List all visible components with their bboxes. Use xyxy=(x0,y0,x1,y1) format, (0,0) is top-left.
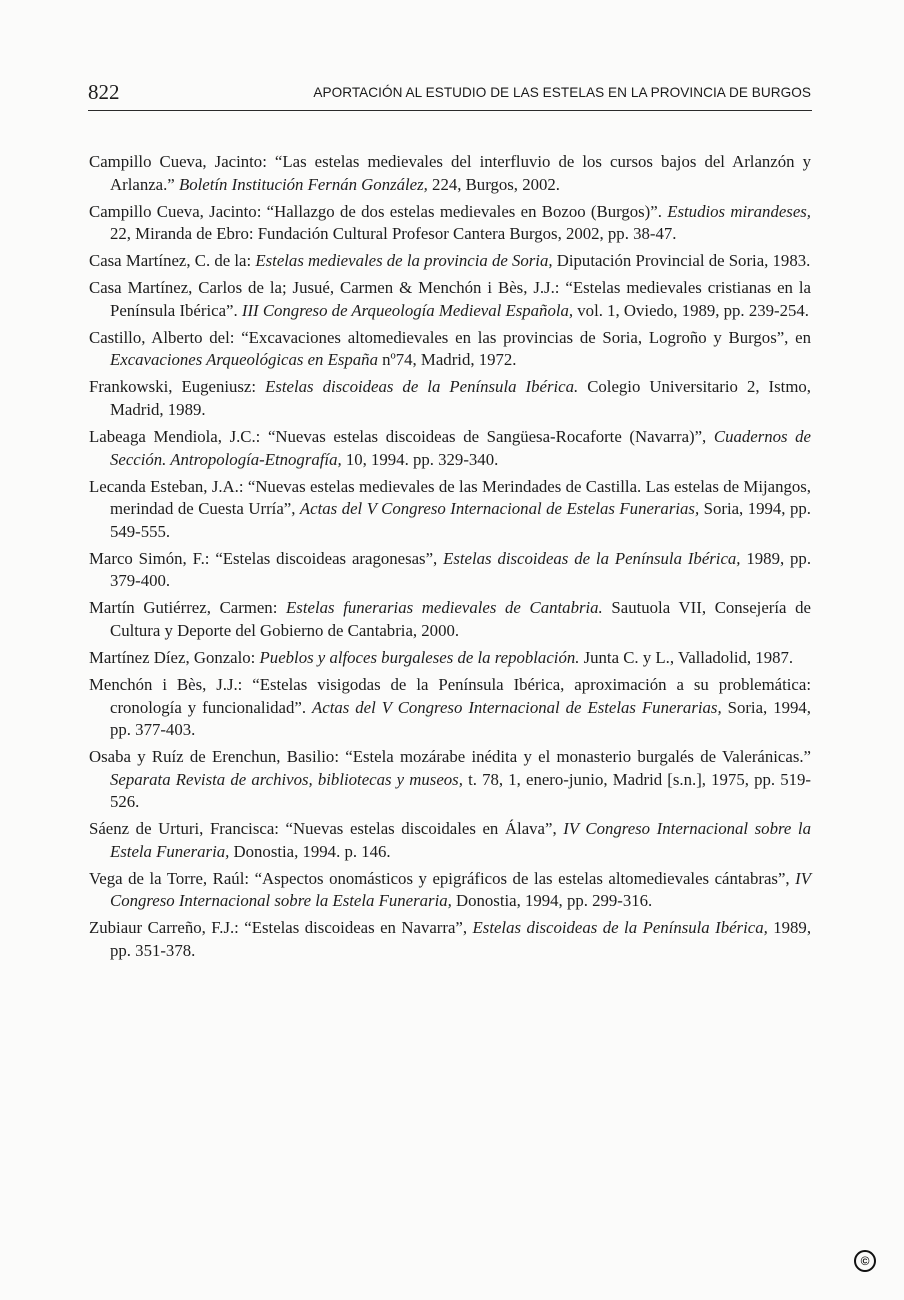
reference-entry xyxy=(89,597,811,642)
reference-text: Soria, 1994, pp. 549-555. xyxy=(110,499,811,541)
reference-entry xyxy=(89,426,811,471)
reference-text: Soria, 1994, pp. 377-403. xyxy=(110,697,811,740)
reference-entry xyxy=(89,277,811,322)
reference-text: Martín Gutiérrez, Carmen: xyxy=(89,598,287,618)
reference-title: Separata Revista de archivos, bibliotecas y museos, xyxy=(110,769,463,789)
reference-text: vol. 1, Oviedo, 1989, pp. 239-254. xyxy=(573,300,809,320)
reference-text: Diputación Provincial de Soria, 1983. xyxy=(552,251,811,271)
reference-text: Colegio Universitario 2, Istmo, Madrid, 1989. xyxy=(110,377,811,419)
reference-text: Junta C. y L., Valladolid, 1987. xyxy=(579,647,794,667)
reference-text: Castillo, Alberto del: “Excavaciones altomedievales en las provincias de Soria, Logroño y Burgos”, en xyxy=(89,327,811,347)
reference-title: III Congreso de Arqueología Medieval Española, xyxy=(241,300,574,320)
reference-title: Estudios mirandeses, xyxy=(667,201,811,221)
reference-entry xyxy=(89,201,811,246)
reference-text: Menchón i Bès, J.J.: “Estelas visigodas de la Península Ibérica, aproximación a su problemática: cronología y funcionalidad”. xyxy=(89,675,811,717)
reference-text: nº74, Madrid, 1972. xyxy=(377,350,517,370)
reference-title: Estelas discoideas de la Península Ibérica, xyxy=(472,918,768,938)
reference-title: Estelas discoideas de la Península Ibérica. xyxy=(265,377,579,397)
reference-text: Martínez Díez, Gonzalo: xyxy=(89,647,260,667)
reference-title: IV Congreso Internacional sobre la Estela Funeraria, xyxy=(110,868,811,911)
reference-text: Vega de la Torre, Raúl: “Aspectos onomásticos y epigráficos de las estelas altomedievales cántabras”, xyxy=(89,868,796,888)
reference-text: Sáenz de Urturi, Francisca: “Nuevas estelas discoidales en Álava”, xyxy=(89,819,564,839)
reference-text: Campillo Cueva, Jacinto: “Las estelas medievales del interfluvio de los cursos bajos del Arlanzón y Arlanza.” xyxy=(89,152,811,194)
reference-entry xyxy=(89,647,811,670)
reference-title: Pueblos y alfoces burgaleses de la repoblación. xyxy=(259,647,580,667)
reference-entry xyxy=(89,250,811,273)
reference-title: Boletín Institución Fernán González, xyxy=(178,174,428,194)
running-title: APORTACIÓN AL ESTUDIO DE LAS ESTELAS EN LA PROVINCIA DE BURGOS xyxy=(313,85,811,100)
reference-text: Frankowski, Eugeniusz: xyxy=(89,377,266,397)
reference-text: Sautuola VII, Consejería de Cultura y Deporte del Gobierno de Cantabria, 2000. xyxy=(110,598,811,640)
reference-title: Cuadernos de Sección. Antropología-Etnografía, xyxy=(110,427,811,469)
reference-text: Casa Martínez, C. de la: xyxy=(89,251,256,271)
reference-text: Marco Simón, F.: “Estelas discoideas aragonesas”, xyxy=(89,548,444,568)
reference-entry xyxy=(89,917,811,962)
reference-text: 1989, pp. 351-378. xyxy=(110,918,812,960)
reference-text: Labeaga Mendiola, J.C.: “Nuevas estelas discoideas de Sangüesa-Rocaforte (Navarra)”, xyxy=(89,427,714,447)
reference-text: 224, Burgos, 2002. xyxy=(427,174,560,194)
reference-title: Actas del V Congreso Internacional de Estelas Funerarias, xyxy=(312,697,722,717)
reference-text: Campillo Cueva, Jacinto: “Hallazgo de dos estelas medievales en Bozoo (Burgos)”. xyxy=(89,201,668,221)
reference-entry xyxy=(89,868,811,913)
copyright-icon: © xyxy=(854,1250,876,1272)
reference-text: 10, 1994. pp. 329-340. xyxy=(341,449,499,469)
reference-title: Estelas funerarias medievales de Cantabria. xyxy=(286,598,603,618)
reference-title: Excavaciones Arqueológicas en España xyxy=(110,350,378,370)
reference-title: Actas del V Congreso Internacional de Estelas Funerarias, xyxy=(299,499,700,519)
reference-text: 1989, pp. 379-400. xyxy=(110,548,812,591)
reference-text: Osaba y Ruíz de Erenchun, Basilio: “Estela mozárabe inédita y el monasterio burgalés de Valeránicas.” xyxy=(89,747,811,767)
reference-title: Estelas medievales de la provincia de Soria, xyxy=(255,251,553,271)
page-header xyxy=(88,78,812,111)
reference-title: Estelas discoideas de la Península Ibérica, xyxy=(443,548,741,568)
reference-text: Zubiaur Carreño, F.J.: “Estelas discoideas en Navarra”, xyxy=(89,918,473,938)
reference-text: Donostia, 1994. p. 146. xyxy=(229,841,391,861)
reference-text: 22, Miranda de Ebro: Fundación Cultural Profesor Cantera Burgos, 2002, pp. 38-47. xyxy=(110,224,677,244)
reference-text: Donostia, 1994, pp. 299-316. xyxy=(451,891,653,911)
bibliography-list xyxy=(89,151,811,967)
reference-entry xyxy=(89,151,811,196)
reference-text: t. 78, 1, enero-junio, Madrid [s.n.], 1975, pp. 519-526. xyxy=(110,769,811,812)
reference-entry xyxy=(89,476,811,544)
reference-entry xyxy=(89,327,811,372)
reference-entry xyxy=(89,376,811,421)
reference-entry xyxy=(89,674,811,742)
reference-entry xyxy=(89,818,811,863)
reference-entry xyxy=(89,548,811,593)
reference-text: Lecanda Esteban, J.A.: “Nuevas estelas medievales de las Merindades de Castilla. Las estelas de Mijangos, merindad de Cuesta Urría”, xyxy=(89,476,811,519)
reference-text: Casa Martínez, Carlos de la; Jusué, Carmen & Menchón i Bès, J.J.: “Estelas medievales cristianas en la Península Ibérica”. xyxy=(89,278,811,320)
reference-entry xyxy=(89,746,811,814)
reference-title: IV Congreso Internacional sobre la Estela Funeraria, xyxy=(110,819,811,861)
page-number: 822 xyxy=(88,80,120,104)
